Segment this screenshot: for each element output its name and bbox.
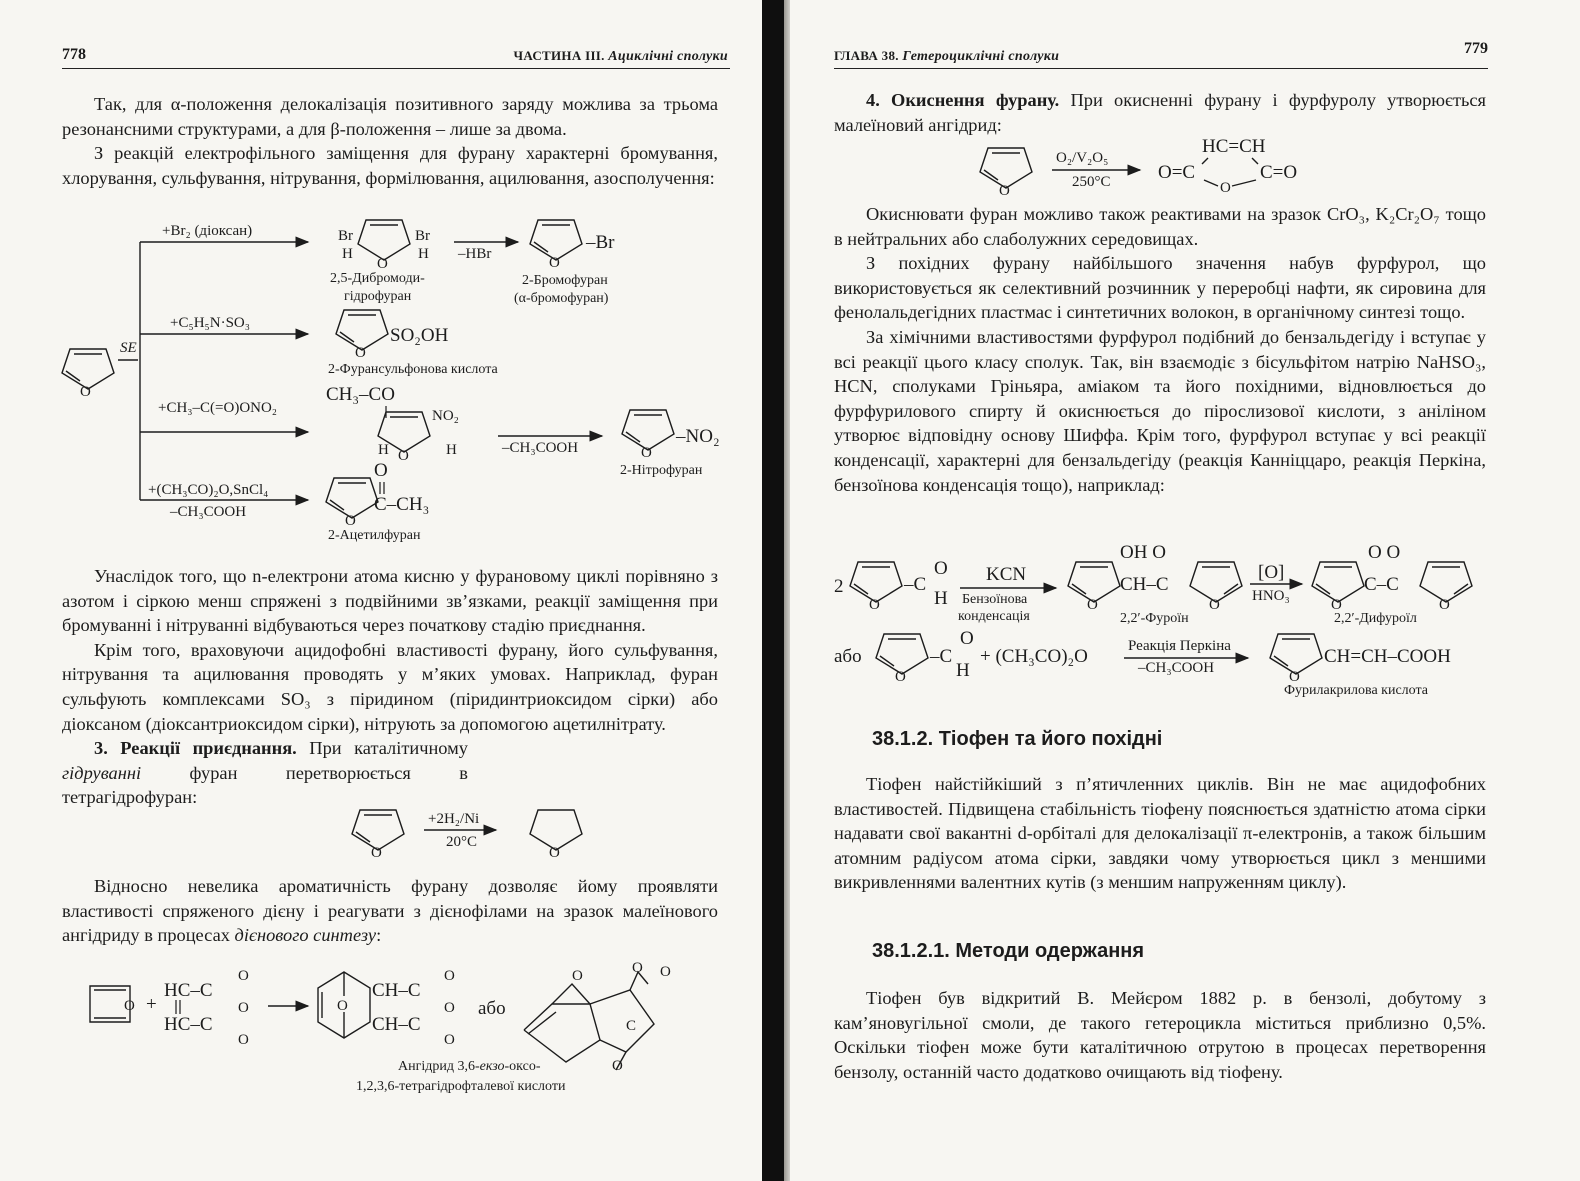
- acrylic-chain: CH=CH–COOH: [1324, 646, 1451, 667]
- diels-alder-scheme: [0, 0, 770, 1181]
- minus-acetic-acid: –CH₃COOH: [502, 440, 579, 456]
- or-word: або: [834, 646, 862, 667]
- svg-text:H: H: [446, 442, 457, 458]
- book-spine: [762, 0, 784, 1181]
- svg-text:O: O: [895, 669, 906, 685]
- furfural-condensation-scheme: [790, 0, 1580, 710]
- svg-text:H: H: [378, 442, 389, 458]
- svg-text:O: O: [345, 513, 356, 529]
- svg-text:–C: –C: [930, 646, 953, 667]
- svg-text:гідрофуран: гідрофуран: [344, 289, 412, 304]
- maleic-hc-bottom: HC–C: [164, 1014, 213, 1035]
- svg-text:H: H: [342, 246, 353, 262]
- furoin-ring-right: [1190, 562, 1242, 602]
- reagent-nitration: +CH₃–C(=O)ONO₂: [158, 400, 278, 416]
- adduct-ch-top: CH–C: [372, 980, 421, 1001]
- svg-text:O: O: [355, 345, 366, 361]
- paragraph: Тіофен найстійкіший з п’ятичленних циклів. Він не має ацидофобних властивостей. Підвищена стабільність тіофену пояснюється здатністю атома сірки надавати свої вакантні d-орбіталі для делокалізації π-електронів, а також більшим атомним радіусом атома сірки, завдяки чому утворюється цикл з меншими викривленнями валентних кутів (з меншим напруженням циклу).: [834, 774, 1486, 893]
- svg-text:O: O: [1220, 180, 1231, 196]
- kcn-reagent: KCN: [986, 564, 1027, 585]
- svg-text:O: O: [1289, 669, 1300, 685]
- furfural-ring: [876, 634, 928, 674]
- svg-text:O: O: [238, 1000, 249, 1016]
- paragraph: З реакцій електрофільного заміщення для фурану характерні бромування, хлорування, сульфування, нітрування, формілювання, ацилювання, азосполучення:: [62, 143, 718, 188]
- svg-text:O: O: [377, 256, 388, 272]
- paragraph: 4. Окиснення фурану. При окисненні фурану і фурфуролу утворюється малеїновий ангідрид:: [834, 90, 1486, 135]
- svg-text:1,2,3,6-тетрагідрофталевої кис: 1,2,3,6-тетрагідрофталевої кислоти: [356, 1079, 566, 1094]
- svg-text:O: O: [337, 998, 348, 1014]
- svg-text:O: O: [999, 183, 1010, 199]
- svg-text:C=O: C=O: [1260, 162, 1298, 183]
- paragraph: Відносно невелика ароматичність фурану дозволяє йому проявляти властивості спряженого дієну і реагувати з дієнофілами на зразок малеїнового ангідриду в процесах дієнового синтезу:: [62, 876, 718, 946]
- svg-text:O: O: [238, 968, 249, 984]
- svg-text:O: O: [371, 845, 382, 861]
- right-running-title: ГЛАВА 38. Гетероциклічні сполуки: [834, 48, 1060, 64]
- svg-text:O=C: O=C: [1158, 162, 1196, 183]
- paragraph: За хімічними властивостями фурфурол подібний до бензальдегіду і вступає у всі реакції цього класу сполук. Так, він взаємодіє з бісульфітом натрію NaHSO₃, HCN, сполуками Гріньяра, аміаком та його похідними, відновлюється до фурфурилового спирту й окиснюється до пірослизової кислоти, з аніліном утворює відповідну основу Шиффа. Крім того, фурфурол вступає у всі реакції конденсації, характерні для бензальдегіду (реакція Канніццаро, реакція Перкіна, бензоїнова конденсація тощо), наприклад:: [834, 326, 1486, 495]
- furylacrylic-name: Фурилакрилова кислота: [1284, 683, 1428, 698]
- minus-hbr: –HBr: [458, 246, 492, 262]
- oxidation-temp: 250°C: [1072, 174, 1111, 190]
- svg-text:конденсація: конденсація: [958, 609, 1030, 624]
- svg-text:O: O: [612, 1058, 623, 1074]
- svg-text:+: +: [146, 994, 157, 1015]
- furoin-name: 2,2′-Фуроїн: [1120, 611, 1189, 626]
- paragraph: З похідних фурану найбільшого значення набув фурфурол, що використовується як селективний розчинник у переробці нафти, як сировина для фенолальдегідних пластмас і синтетичних волокон, в органічному синтезі тощо.: [834, 253, 1486, 323]
- svg-text:O: O: [444, 968, 455, 984]
- svg-text:O: O: [398, 448, 409, 464]
- paragraph: Крім того, враховуючи ацидофобні властивості фурану, його сульфування, нітрування та ацилювання проводять у м’яких умовах. Наприклад, фуран сульфують комплексами SO₃ з піридином (піридинтриоксидом сірки) або діоксаном (діоксантриоксидом сірки), нітрують за допомогою ацетилнітрату.: [62, 639, 718, 734]
- svg-text:O: O: [660, 964, 671, 980]
- paragraph: Тіофен був відкритий В. Мейєром 1882 р. в бензолі, добутому з кам’яновугільної смоли, де такого гетероцикла міститься приблизно 0,5%. Оскільки тіофен може бути каталітичною отрутою в процесах перетворення бензолу, останній часто додатково очищають від тіофену.: [834, 988, 1486, 1082]
- hydrogenation-reagent: +2H₂/Ni: [428, 811, 480, 827]
- svg-text:O: O: [444, 1000, 455, 1016]
- svg-text:–NO₂: –NO₂: [676, 426, 720, 447]
- right-page: [790, 0, 1580, 1181]
- svg-text:O: O: [80, 384, 91, 400]
- maleic-hc-top: HC–C: [164, 980, 213, 1001]
- se-label: SE: [120, 340, 137, 356]
- svg-text:–CH₃COOH: –CH₃COOH: [1138, 660, 1215, 676]
- svg-text:O: O: [549, 255, 560, 271]
- svg-text:C: C: [626, 1018, 637, 1034]
- reagent-bromination: +Br₂ (діоксан): [162, 223, 253, 239]
- svg-text:NO₂: NO₂: [432, 408, 459, 424]
- svg-text:O: O: [641, 445, 652, 461]
- furoin-ring-left: [1068, 562, 1120, 602]
- svg-text:O: O: [238, 1032, 249, 1048]
- intermediate-group: CH₃–CO: [326, 384, 395, 405]
- diels-alder-product-name: Ангідрид 3,6-екзо-оксо-: [398, 1059, 541, 1074]
- svg-text:Br: Br: [338, 228, 353, 244]
- svg-text:O: O: [444, 1032, 455, 1048]
- anhydride-hc-ch: HC=CH: [1202, 136, 1266, 157]
- furil-o-o: O O: [1368, 542, 1401, 563]
- svg-text:O: O: [1439, 597, 1450, 613]
- left-running-title: ЧАСТИНА III. Ациклічні сполуки: [513, 48, 728, 64]
- furylacrylic-ring: [1270, 634, 1322, 674]
- reagent-acylation: +(CH₃CO)₂O,SnCl₄: [148, 482, 269, 498]
- svg-text:O: O: [934, 558, 948, 579]
- furil-chain: C–C: [1364, 574, 1399, 595]
- nitric-acid: HNO₃: [1252, 588, 1290, 604]
- svg-text:H: H: [956, 660, 970, 681]
- acetic-anhydride: + (CH₃CO)₂O: [980, 646, 1088, 667]
- svg-text:O: O: [1087, 597, 1098, 613]
- paragraph: Унаслідок того, що n-електрони атома кисню у фурановому циклі порівняно з азотом і сіркою менш спряжені з подвійними зв’язками, реакції заміщення при бромуванні і нітруванні відбуваються через початкову стадію приєднання.: [62, 566, 718, 636]
- right-page-number: 779: [1464, 40, 1488, 57]
- acetyl-group: C–CH₃: [374, 494, 430, 515]
- svg-text:O: O: [1209, 597, 1220, 613]
- acetylfuran-name: 2-Ацетилфуран: [328, 528, 421, 543]
- svg-text:–CH₃COOH: –CH₃COOH: [170, 504, 247, 520]
- svg-text:O: O: [124, 998, 135, 1014]
- furfural-ring: [850, 562, 902, 602]
- or-word: або: [478, 998, 506, 1019]
- svg-text:–Br: –Br: [586, 232, 615, 253]
- paragraph: Окиснювати фуран можливо також реактивами на зразок CrO₃, K₂Cr₂O₇ тощо в нейтральних або слаболужних середовищах.: [834, 204, 1486, 249]
- subsection-heading: 38.1.2.1. Методи одержання: [872, 940, 1145, 962]
- furil-name: 2,2′-Дифуроїл: [1334, 611, 1417, 626]
- perkin-reaction: Реакція Перкіна: [1128, 638, 1231, 654]
- section-heading: 38.1.2. Тіофен та його похідні: [872, 728, 1163, 750]
- svg-text:H: H: [418, 246, 429, 262]
- coefficient: 2: [834, 576, 844, 597]
- svg-text:–C: –C: [904, 574, 927, 595]
- furil-ring-right: [1420, 562, 1472, 602]
- svg-text:O: O: [869, 597, 880, 613]
- nitrofuran-name: 2-Нітрофуран: [620, 463, 703, 478]
- svg-text:O: O: [572, 968, 583, 984]
- svg-text:O: O: [1331, 597, 1342, 613]
- right-text-methods: [834, 986, 1486, 1084]
- svg-text:Бензоїнова: Бензоїнова: [962, 592, 1028, 607]
- oxidant: [O]: [1258, 562, 1285, 583]
- furoin-oh-o: OH O: [1120, 542, 1166, 563]
- svg-text:O: O: [549, 845, 560, 861]
- reagent-sulfonation: +C₅H₅N·SO₃: [170, 315, 250, 331]
- left-page-number: 778: [62, 46, 86, 63]
- bromofuran-name: 2-Бромофуран: [522, 273, 608, 288]
- dibromo-name: 2,5-Дибромоди-: [330, 271, 425, 286]
- left-page: [0, 0, 770, 1181]
- svg-text:O: O: [960, 628, 974, 649]
- svg-text:O: O: [632, 960, 643, 976]
- right-text-thiophene: [834, 772, 1486, 895]
- oxidation-reagent: O₂/V₂O₅: [1056, 150, 1109, 166]
- paragraph: Так, для α-положення делокалізація позитивного заряду можлива за трьома резонансними структурами, а для β-положення – лише за двома.: [62, 94, 718, 139]
- paragraph: 3. Реакції приєднання. При каталітичному гідруванні фуран перетворюється в тетрагідрофуран:: [62, 738, 468, 808]
- furil-ring-left: [1312, 562, 1364, 602]
- adduct-ch-bottom: CH–C: [372, 1014, 421, 1035]
- svg-text:O: O: [374, 460, 388, 481]
- sulfonic-name: 2-Фурансульфонова кислота: [328, 362, 498, 377]
- svg-text:(α-бромофуран): (α-бромофуран): [514, 291, 609, 306]
- hydrogenation-temp: 20°C: [446, 834, 478, 850]
- furoin-chain: CH–C: [1120, 574, 1169, 595]
- svg-text:H: H: [934, 588, 948, 609]
- sulfonic-group: SO₂OH: [390, 325, 449, 346]
- svg-text:Br: Br: [415, 228, 430, 244]
